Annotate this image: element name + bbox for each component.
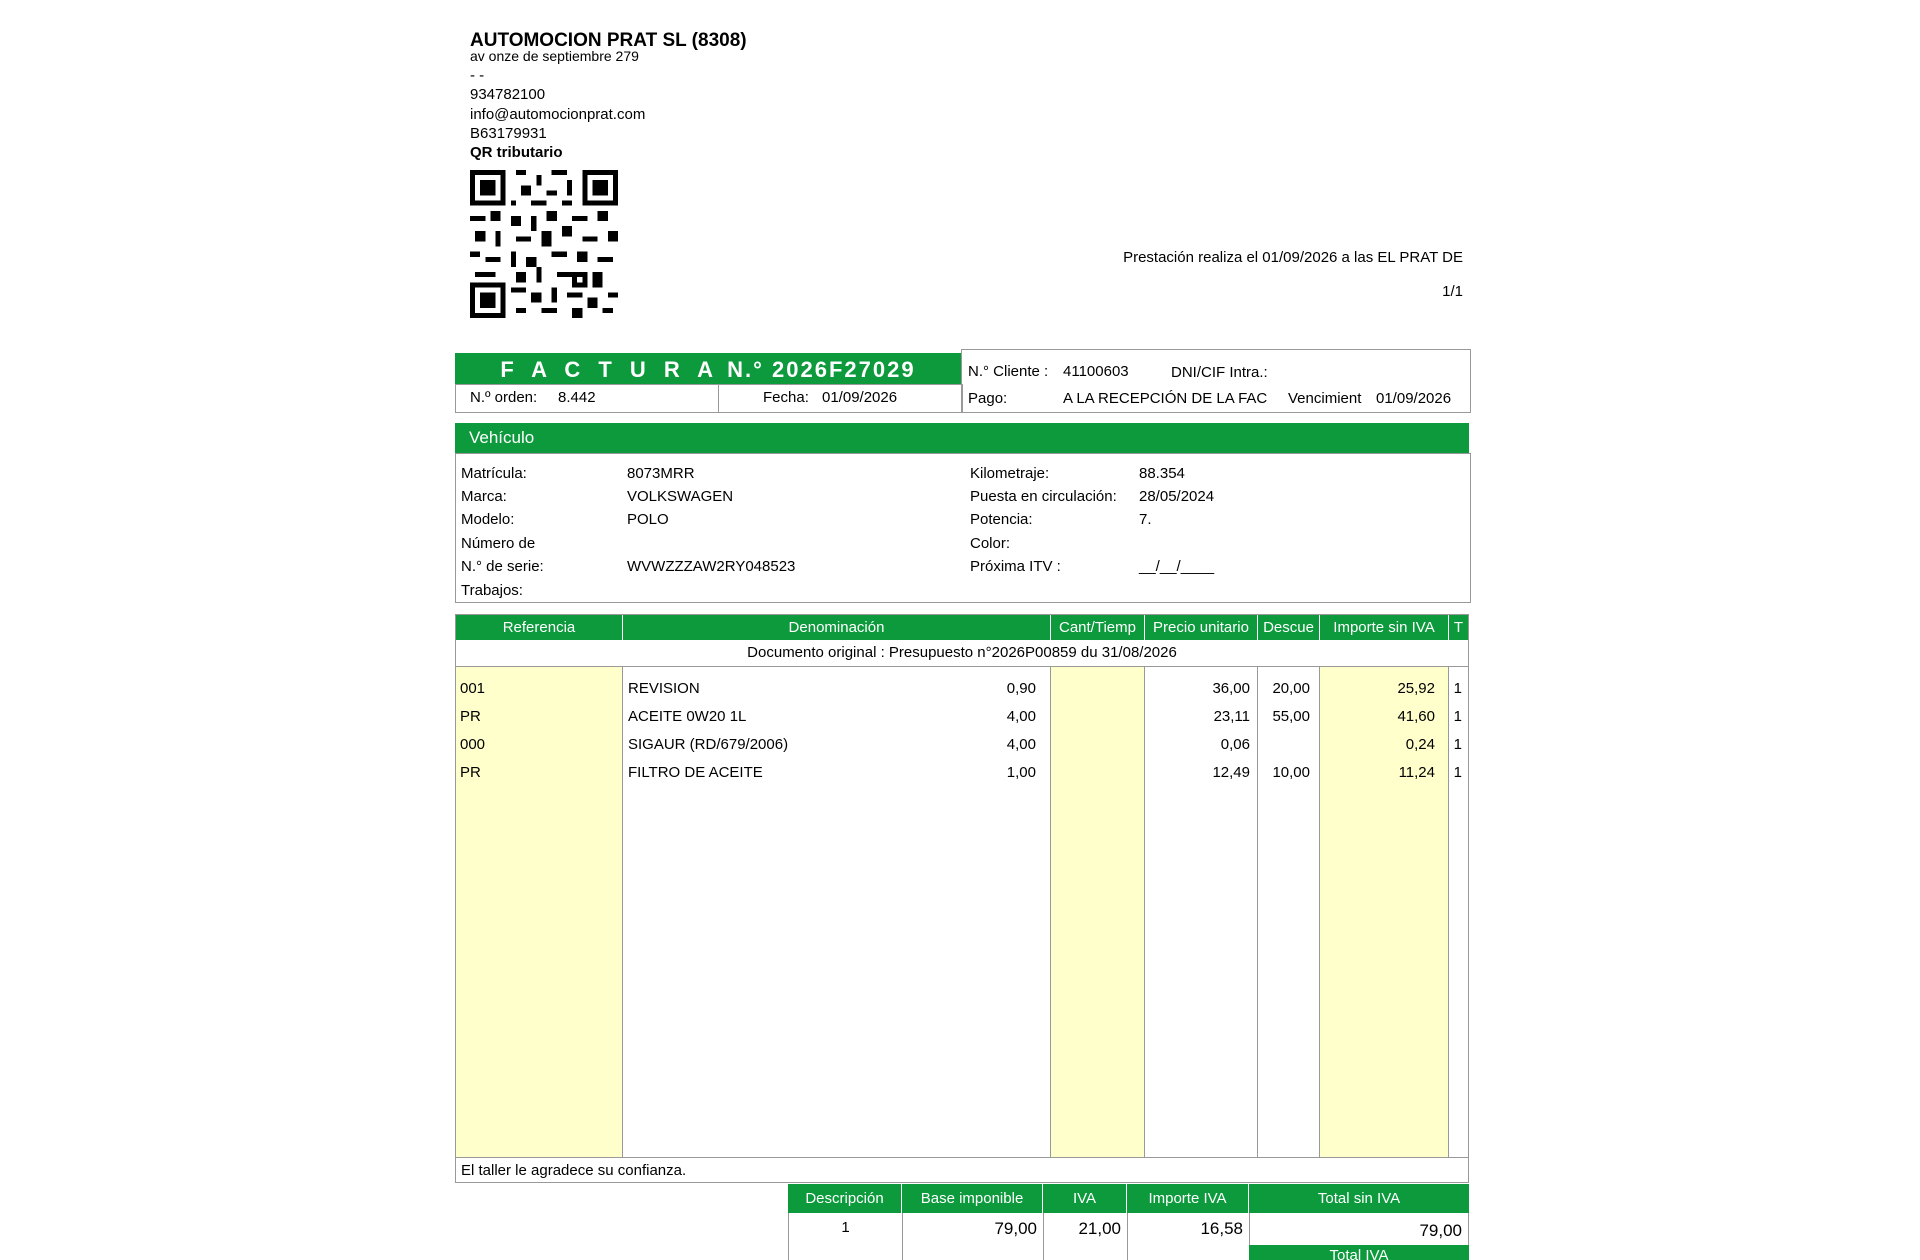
- vehicle-value: 8073MRR: [627, 465, 695, 482]
- row-desc: ACEITE 0W20 1L: [628, 708, 747, 725]
- row-ref: 000: [460, 736, 486, 753]
- column-bg: [1258, 666, 1320, 1157]
- vehicle-value: 7.: [1139, 511, 1152, 528]
- totals-header: Descripción: [788, 1184, 902, 1213]
- footer-note: El taller le agradece su confianza.: [455, 1158, 1469, 1183]
- company-address-2: - -: [470, 67, 485, 84]
- vehicle-label: Modelo:: [461, 511, 515, 528]
- row-qty: 0,90: [1006, 680, 1036, 697]
- row-price: 23,11: [1213, 708, 1250, 725]
- totals-importe-iva: 16,58: [1127, 1213, 1249, 1260]
- row-desc: SIGAUR (RD/679/2006): [628, 736, 789, 753]
- row-amount: 0,24: [1405, 736, 1435, 753]
- row-qty: 1,00: [1006, 764, 1036, 781]
- dni-label: DNI/CIF Intra.:: [1171, 364, 1268, 381]
- divider: [718, 385, 719, 412]
- row-desc: FILTRO DE ACEITE: [628, 764, 763, 781]
- prestacion-text: Prestación realiza el 01/09/2026 a las EL PRAT DE: [1123, 249, 1463, 266]
- row-amount: 41,60: [1397, 708, 1435, 725]
- vehicle-label: Número de: [461, 535, 536, 552]
- page-number: 1/1: [1442, 283, 1463, 300]
- company-phone: 934782100: [470, 86, 546, 103]
- totals-header: Base imponible: [902, 1184, 1043, 1213]
- company-email: info@automocionprat.com: [470, 106, 646, 123]
- invoice-lines-table: [455, 614, 1469, 1158]
- cliente-value: 41100603: [1063, 363, 1129, 380]
- pago-value: A LA RECEPCIÓN DE LA FAC: [1063, 390, 1268, 407]
- column-header: T: [1449, 615, 1468, 640]
- vencimiento-value: 01/09/2026: [1376, 390, 1452, 407]
- row-discount: 20,00: [1272, 680, 1310, 697]
- vehicle-value: __/__/____: [1139, 558, 1215, 575]
- column-header: Cant/Tiemp: [1051, 615, 1145, 640]
- vehicle-label: Kilometraje:: [970, 465, 1050, 482]
- invoice-title: [455, 353, 961, 384]
- fecha-label: Fecha:: [763, 389, 809, 406]
- qr-title: QR tributario: [470, 144, 563, 161]
- totals-total-sin-iva: 79,00: [1249, 1213, 1469, 1245]
- client-box: [961, 349, 1471, 413]
- row-price: 12,49: [1212, 764, 1250, 781]
- company-cif: B63179931: [470, 125, 547, 142]
- column-header: Denominación: [623, 615, 1051, 640]
- row-price: 36,00: [1212, 680, 1250, 697]
- cliente-label: N.° Cliente :: [968, 363, 1049, 380]
- row-tax: 1: [1453, 708, 1462, 725]
- row-discount: 55,00: [1272, 708, 1310, 725]
- vehicle-value: 88.354: [1139, 465, 1185, 482]
- vehicle-label: Potencia:: [970, 511, 1033, 528]
- company-address: av onze de septiembre 279: [470, 48, 639, 64]
- column-header: Referencia: [456, 615, 623, 640]
- column-header: Descue: [1258, 615, 1320, 640]
- qr-code-icon: [470, 170, 618, 318]
- totals-header: Importe IVA: [1127, 1184, 1249, 1213]
- column-bg: [1051, 666, 1145, 1157]
- row-qty: 4,00: [1006, 736, 1036, 753]
- row-discount: 10,00: [1272, 764, 1310, 781]
- row-tax: 1: [1453, 736, 1462, 753]
- vehicle-section-title: Vehículo: [455, 423, 1469, 453]
- vehicle-label: Próxima ITV :: [970, 558, 1061, 575]
- fecha-value: 01/09/2026: [822, 389, 898, 406]
- company-name: AUTOMOCION PRAT SL (8308): [470, 30, 747, 51]
- vehicle-value: VOLKSWAGEN: [627, 488, 734, 505]
- column-header: Precio unitario: [1145, 615, 1258, 640]
- row-ref: PR: [460, 764, 481, 781]
- row-ref: PR: [460, 708, 481, 725]
- vehicle-value: POLO: [627, 511, 669, 528]
- totals-header: IVA: [1043, 1184, 1127, 1213]
- document-origin: Documento original : Presupuesto n°2026P00859 du 31/08/2026: [456, 640, 1468, 667]
- row-tax: 1: [1453, 764, 1462, 781]
- column-header: Importe sin IVA: [1320, 615, 1449, 640]
- vehicle-label: Trabajos:: [461, 582, 523, 599]
- invoice-title-prefix: F A C T U R A: [500, 357, 719, 382]
- total-iva-label: Total IVA: [1249, 1245, 1469, 1260]
- row-tax: 1: [1453, 680, 1462, 697]
- vehicle-value: WVWZZZAW2RY048523: [627, 558, 796, 575]
- totals-desc: 1: [788, 1213, 902, 1260]
- row-ref: 001: [460, 680, 486, 697]
- vencimiento-label: Vencimient: [1288, 390, 1362, 407]
- vehicle-box: [455, 453, 1471, 603]
- row-desc: REVISION: [628, 680, 700, 697]
- vehicle-label: Matrícula:: [461, 465, 527, 482]
- vehicle-label: Puesta en circulación:: [970, 488, 1117, 505]
- orden-value: 8.442: [558, 389, 596, 406]
- totals-iva-rate: 21,00: [1043, 1213, 1127, 1260]
- row-amount: 25,92: [1397, 680, 1435, 697]
- totals-header: Total sin IVA: [1249, 1184, 1469, 1213]
- orden-box: [455, 384, 963, 413]
- row-price: 0,06: [1220, 736, 1250, 753]
- vehicle-label: Color:: [970, 535, 1011, 552]
- pago-label: Pago:: [968, 390, 1008, 407]
- vehicle-label: Marca:: [461, 488, 507, 505]
- invoice-title-number: N.° 2026F27029: [727, 357, 916, 382]
- vehicle-label: N.° de serie:: [461, 558, 544, 575]
- row-amount: 11,24: [1398, 764, 1435, 781]
- orden-label: N.º orden:: [470, 389, 538, 406]
- totals-base: 79,00: [902, 1213, 1043, 1260]
- row-qty: 4,00: [1006, 708, 1036, 725]
- vehicle-value: 28/05/2024: [1139, 488, 1215, 505]
